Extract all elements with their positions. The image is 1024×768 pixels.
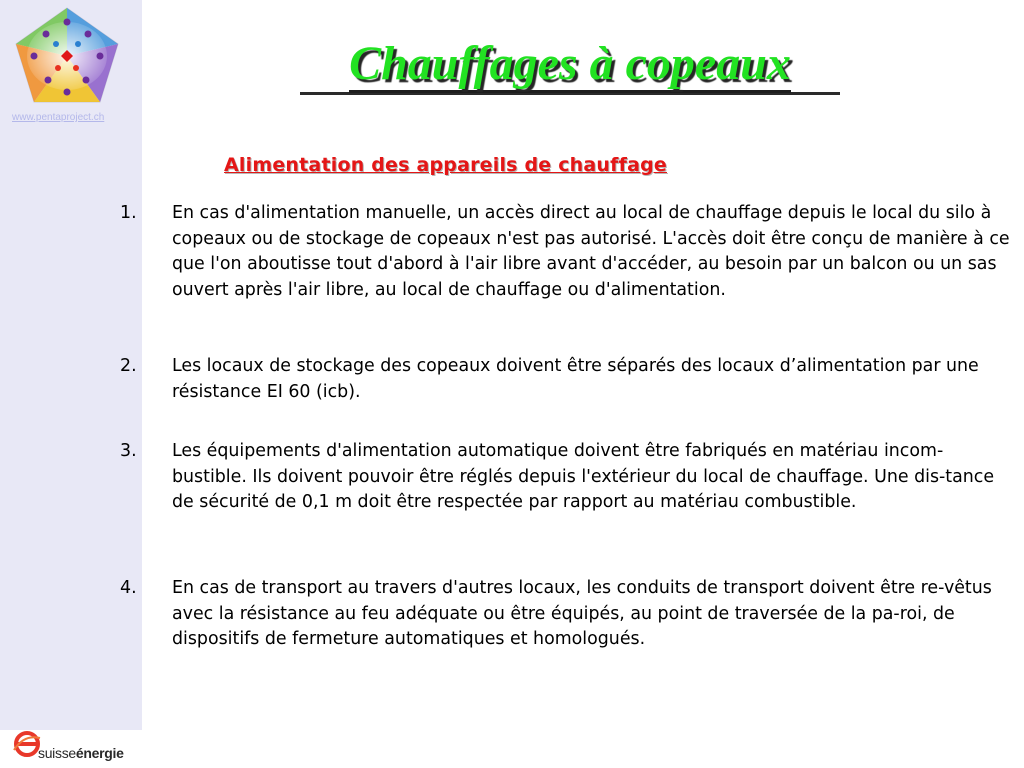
footer-brand-suffix: énergie bbox=[75, 745, 124, 761]
list-item-number: 3. bbox=[120, 441, 137, 461]
list-item-number: 2. bbox=[120, 356, 137, 376]
list-item-number: 1. bbox=[120, 203, 137, 223]
slide-subtitle: Alimentation des appareils de chauffage bbox=[224, 154, 667, 176]
list-item-text: Les locaux de stockage des copeaux doivent être séparés des locaux d’alimentation par une résistance EI 60 (icb). bbox=[172, 356, 979, 402]
slide-title: Chauffages à copeaux bbox=[300, 36, 840, 95]
list-item-number: 4. bbox=[120, 578, 137, 598]
list-item-text: Les équipements d'alimentation automatique doivent être fabriqués en matériau incom-bustible. Ils doivent pouvoir être réglés depuis l'extérieur du local de chauffage. Une dis-tance de sécurité de 0,1 m doit être respectée par rapport au matériau combustible. bbox=[172, 441, 995, 512]
list-item-text: En cas de transport au travers d'autres locaux, les conduits de transport doivent être re-vêtus avec la résistance au feu adéquate ou être équipés, au point de traversée de la pa-roi, de dispositifs de fermeture automatiques et homologués. bbox=[172, 578, 992, 649]
website-link[interactable]: www.pentaproject.ch bbox=[12, 112, 105, 123]
pentaproject-logo-icon bbox=[10, 4, 124, 108]
list-item-text: En cas d'alimentation manuelle, un accès direct au local de chauffage depuis le local du silo à copeaux ou de stockage de copeaux n'est pas autorisé. L'accès doit être conçu de manière à ce que l'on aboutisse tout d'abord à l'air libre avant d'accéder, au besoin par un balcon ou un sas ouvert après l'air libre, au local de chauffage ou d'alimentation. bbox=[172, 203, 1010, 300]
footer-brand-prefix: suisse bbox=[38, 745, 76, 761]
footer-brand bbox=[38, 745, 124, 761]
